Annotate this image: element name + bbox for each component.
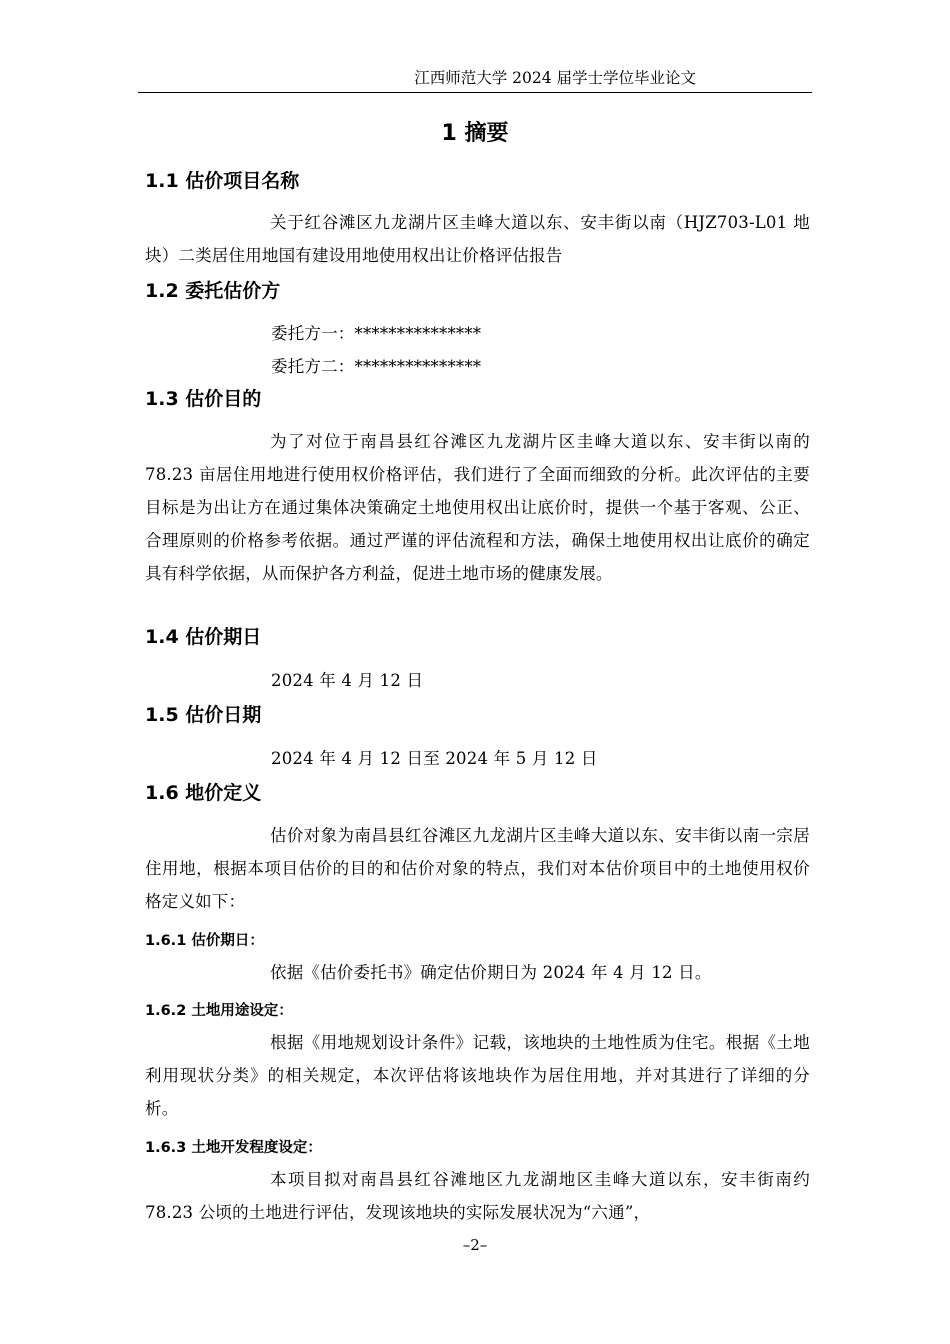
- header-rule: [138, 92, 812, 93]
- heading-1-6-3: 1.6.3 土地开发程度设定：: [145, 1140, 322, 1156]
- paragraph-1-6: 估价对象为南昌县红谷滩区九龙湖片区圭峰大道以东、安丰街以南一宗居住用地，根据本项目估价的目的和估价对象的特点，我们对本估价项目中的土地使用权价格定义如下：: [145, 826, 810, 911]
- heading-1-6-2: 1.6.2 土地用途设定：: [145, 1003, 293, 1019]
- page-number: –2–: [462, 1236, 488, 1254]
- heading-1-6-1: 1.6.1 估价期日：: [145, 933, 264, 949]
- heading-1-5: 1.5 估价日期: [145, 704, 262, 726]
- heading-1-4: 1.4 估价期日: [145, 626, 262, 648]
- running-header: 江西师范大学 2024 届学士学位毕业论文: [414, 69, 696, 87]
- heading-1-1: 1.1 估价项目名称: [145, 170, 300, 192]
- chapter-title: 1 摘要: [441, 121, 509, 146]
- heading-1-6: 1.6 地价定义: [145, 782, 262, 804]
- paragraph-1-5: 2024 年 4 月 12 日至 2024 年 5 月 12 日: [271, 749, 598, 768]
- client-line-1: 委托方一：***************: [271, 324, 482, 343]
- paragraph-1-6-2: 根据《用地规划设计条件》记载，该地块的土地性质为住宅。根据《土地利用现状分类》的相关规定，本次评估将该地块作为居住用地，并对其进行了详细的分析。: [145, 1033, 810, 1118]
- paragraph-1-6-1: 依据《估价委托书》确定估价期日为 2024 年 4 月 12 日。: [270, 963, 712, 982]
- paragraph-1-1: 关于红谷滩区九龙湖片区圭峰大道以东、安丰街以南（HJZ703-L01 地块）二类居住用地国有建设用地使用权出让价格评估报告: [145, 213, 810, 265]
- client-line-2: 委托方二：***************: [271, 357, 482, 376]
- heading-1-3: 1.3 估价目的: [145, 388, 262, 410]
- heading-1-2: 1.2 委托估价方: [145, 280, 281, 302]
- paragraph-1-6-3: 本项目拟对南昌县红谷滩地区九龙湖地区圭峰大道以东，安丰街南约 78.23 公顷的土地进行评估，发现该地块的实际发展状况为“六通”，: [145, 1170, 810, 1222]
- paragraph-1-3: 为了对位于南昌县红谷滩区九龙湖片区圭峰大道以东、安丰街以南的 78.23 亩居住用地进行使用权价格评估，我们进行了全面而细致的分析。此次评估的主要目标是为出让方在通过集体决策确定土地使用权出让底价时，提供一个基于客观、公正、合理原则的价格参考依据。通过严谨的评估流程和方法，确保土地使用权出让底价的确定具有科学依据，从而保护各方利益，促进土地市场的健康发展。: [145, 432, 810, 583]
- paragraph-1-4: 2024 年 4 月 12 日: [271, 671, 424, 690]
